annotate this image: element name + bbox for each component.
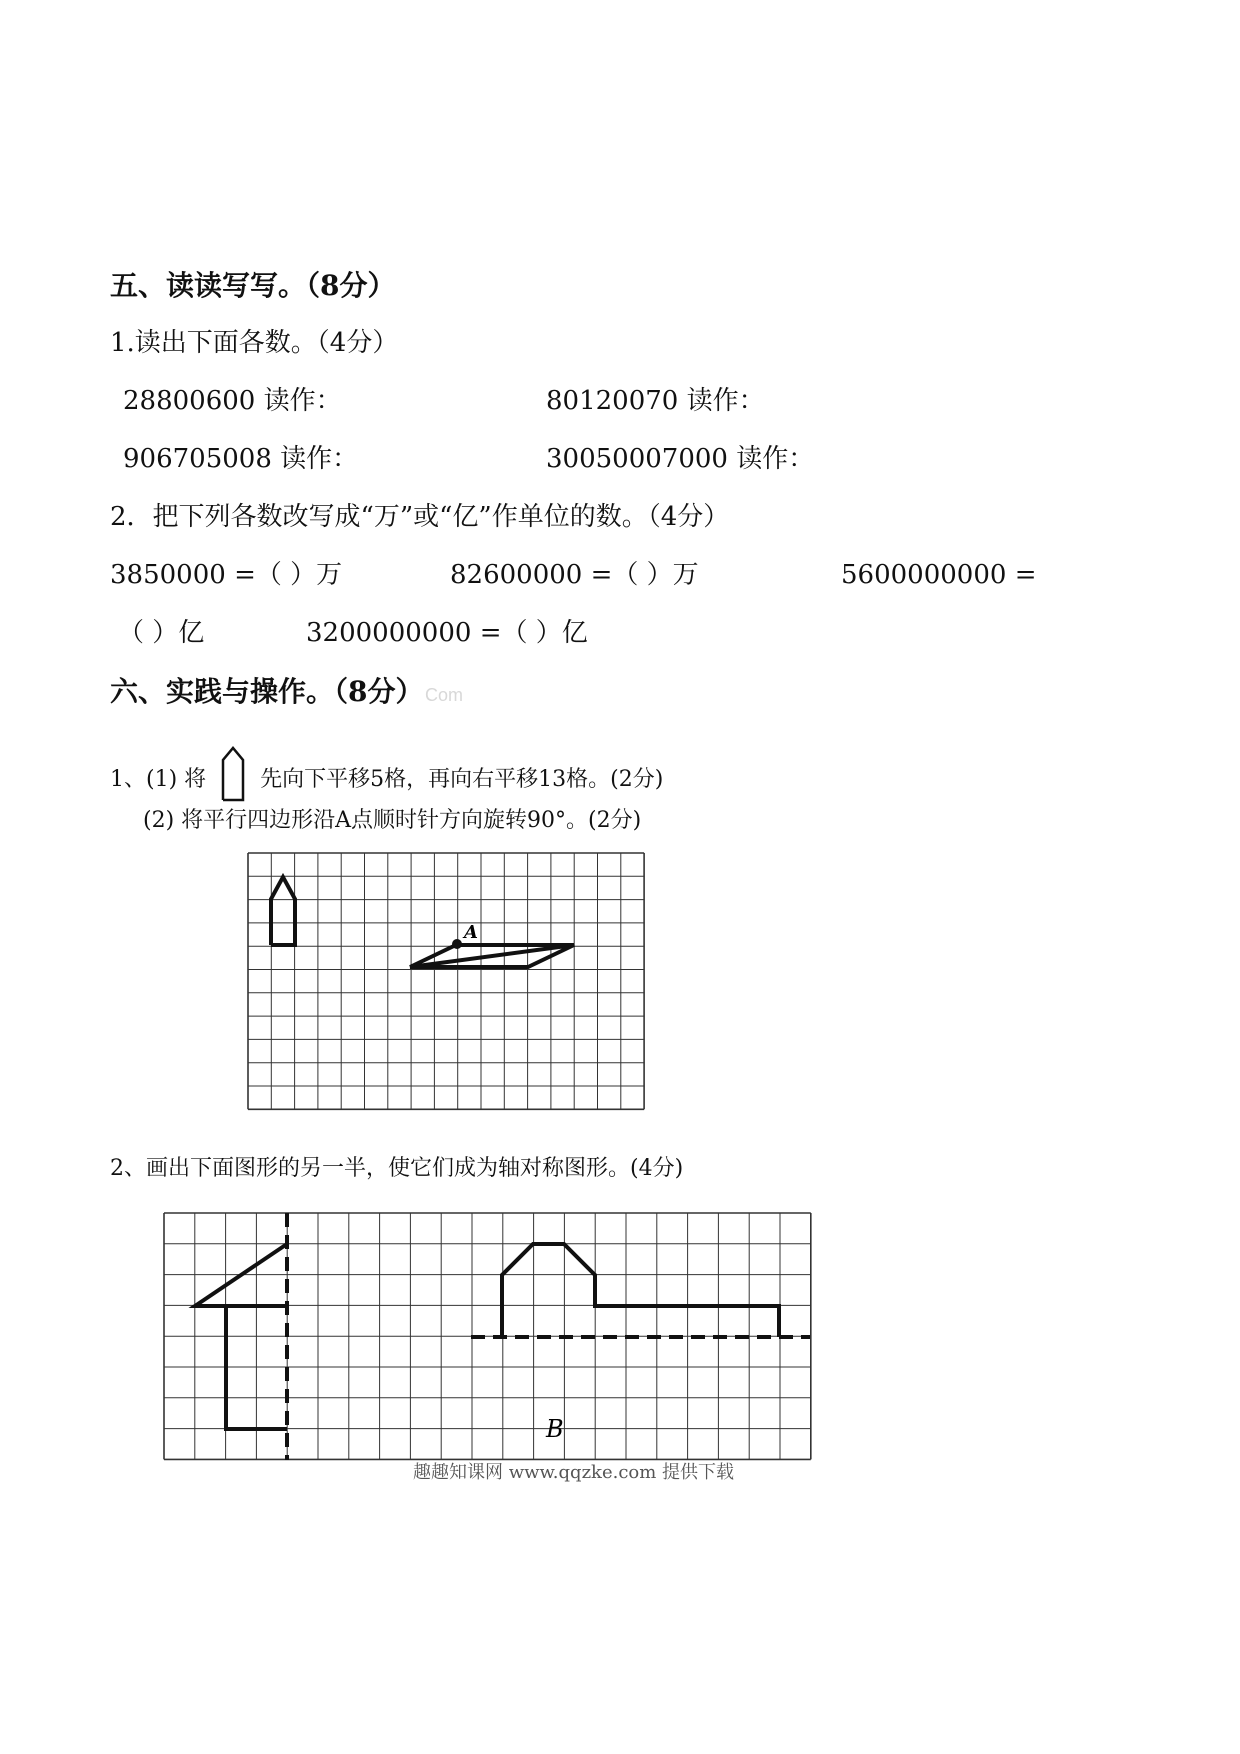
rewrite-number: 82600000 — [450, 560, 583, 590]
operation-q1-line2: (2) 将平行四边形沿A点顺时针方向旋转90°。(2分) — [143, 808, 642, 833]
operation-q2-text: 2、画出下面图形的另一半，使它们成为轴对称图形。(4分) — [110, 1156, 684, 1181]
read-number: 80120070 — [546, 386, 679, 416]
read-label: 读作： — [736, 444, 815, 474]
rewrite-expr: =（ ）万 — [234, 560, 343, 590]
point-b-label: B — [546, 1415, 564, 1443]
point-a-label: A — [464, 922, 478, 943]
point-a-marker — [452, 939, 462, 949]
read-label: 读作： — [280, 444, 359, 474]
pentagon-shape-icon — [221, 746, 245, 802]
section-5-title: 五、读读写写。（8分） — [110, 269, 396, 302]
read-item-4 — [546, 446, 814, 472]
read-item-3 — [123, 446, 358, 472]
rewrite-item-2 — [450, 562, 699, 588]
section-6-title: 六、实践与操作。（8分） — [110, 675, 424, 708]
rewrite-item-3 — [841, 562, 1036, 588]
read-item-1 — [123, 388, 342, 414]
rewrite-expr: =（ ）万 — [590, 560, 699, 590]
question-2-title: 2．把下列各数改写成“万”或“亿”作单位的数。（4分） — [110, 502, 730, 532]
question-1-title: 1.读出下面各数。（4分） — [110, 328, 399, 358]
rewrite-item-4 — [306, 620, 588, 646]
operation-q1-line1 — [110, 752, 663, 808]
pentagon-shape — [271, 877, 295, 945]
rewrite-expr: =（ ）亿 — [479, 618, 588, 648]
read-number: 906705008 — [123, 444, 272, 474]
upper-half-shape — [502, 1244, 779, 1337]
rewrite-item-1 — [110, 562, 342, 588]
rewrite-expr: = — [1014, 560, 1037, 590]
rewrite-number: 5600000000 — [841, 560, 1007, 590]
watermark-text: Com — [425, 685, 464, 705]
rewrite-number: 3850000 — [110, 560, 226, 590]
left-half-shape-body — [226, 1306, 287, 1429]
rewrite-expr: （ ）亿 — [118, 618, 205, 648]
read-label: 读作： — [686, 386, 765, 416]
rewrite-item-3-continued — [118, 620, 204, 646]
operation-q1-prefix: 1、(1) 将 — [110, 767, 207, 792]
operation-q1-suffix: 先向下平移5格，再向右平移13格。(2分) — [260, 767, 664, 792]
rewrite-number: 3200000000 — [306, 618, 472, 648]
page-footer: 趣趣知课网 www.qqzke.com 提供下载 — [413, 1462, 735, 1483]
read-label: 读作： — [263, 386, 342, 416]
read-number: 30050007000 — [546, 444, 728, 474]
read-item-2 — [546, 388, 765, 414]
read-number: 28800600 — [123, 386, 256, 416]
parallelogram-shape — [410, 945, 574, 967]
left-half-shape — [195, 1244, 287, 1306]
